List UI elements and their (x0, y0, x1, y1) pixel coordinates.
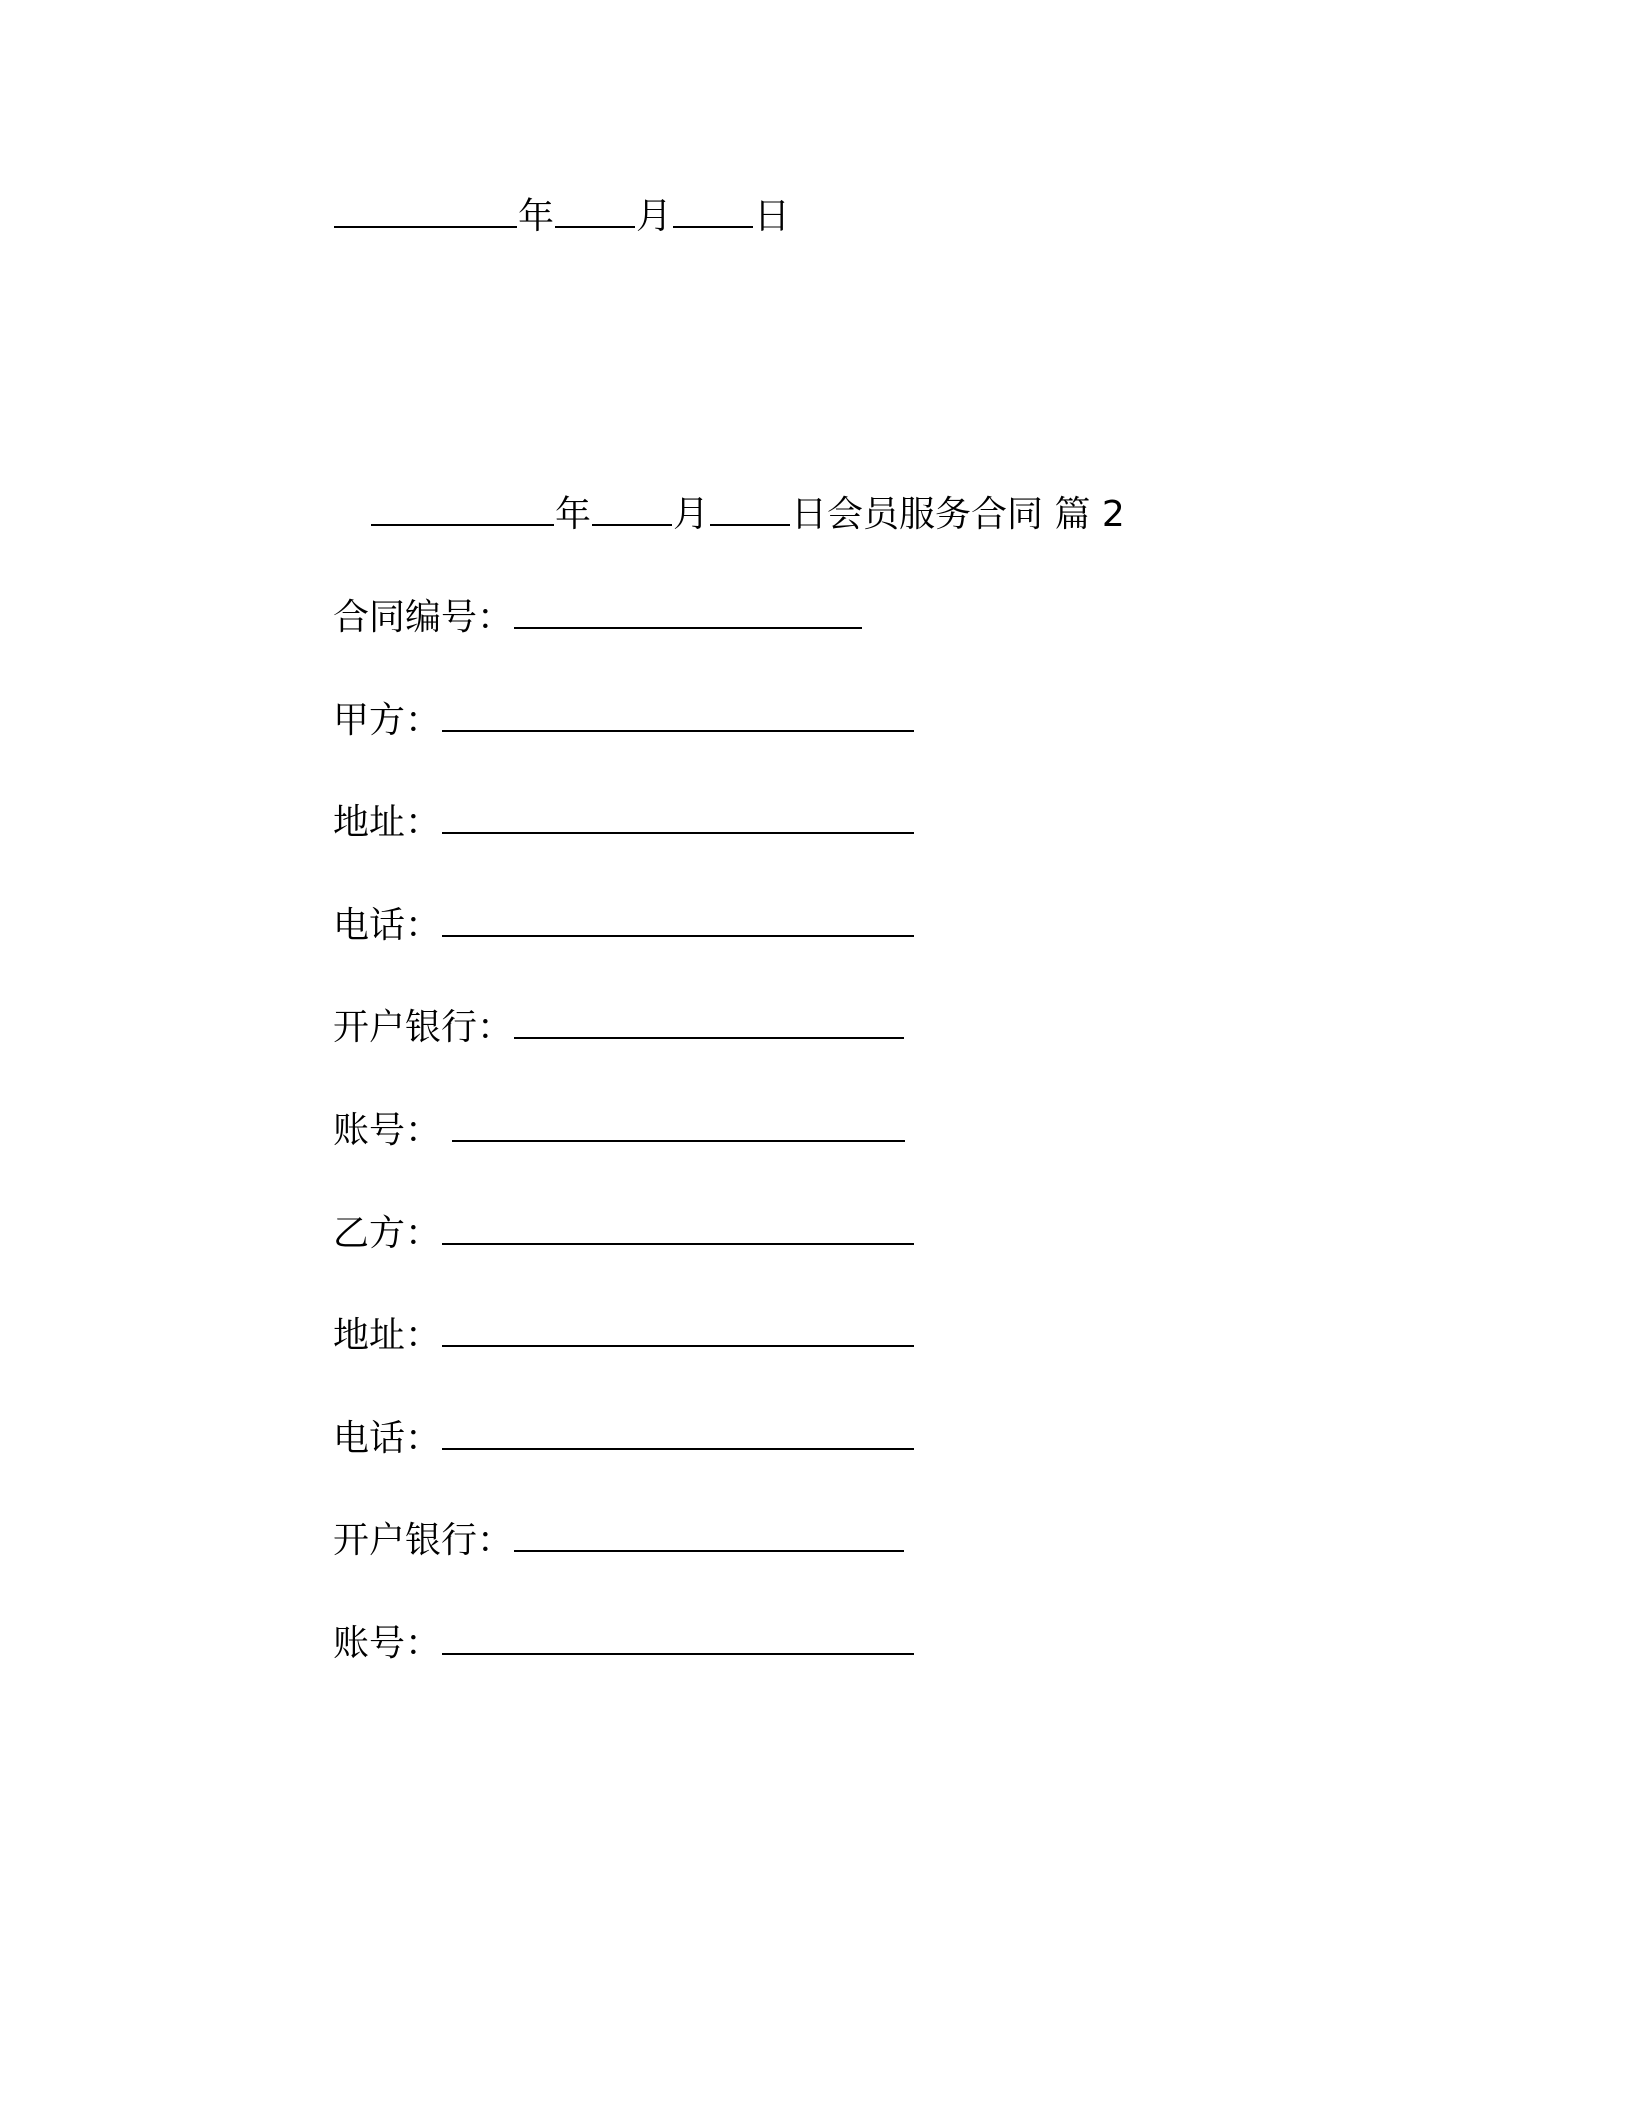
field-party-b (333, 1212, 915, 1256)
month-blank[interactable] (555, 196, 635, 228)
field-party-a-phone (333, 904, 915, 948)
field-label: 地址： (333, 802, 442, 843)
month-label: 月 (636, 196, 673, 237)
field-party-a-address (333, 801, 915, 845)
field-label: 电话： (333, 905, 442, 946)
contract-number-blank[interactable] (514, 597, 862, 629)
title-year-label: 年 (555, 494, 592, 535)
field-party-a-bank (333, 1006, 905, 1050)
field-contract-number (333, 596, 863, 640)
field-party-b-phone (333, 1417, 915, 1461)
title-day-blank[interactable] (710, 494, 790, 526)
day-label: 日 (754, 196, 791, 237)
year-blank[interactable] (334, 196, 517, 228)
field-party-b-bank (333, 1519, 905, 1563)
year-label: 年 (518, 196, 555, 237)
field-label: 账号： (333, 1110, 442, 1151)
title-month-blank[interactable] (592, 494, 672, 526)
title-year-blank[interactable] (371, 494, 554, 526)
field-party-b-address (333, 1314, 915, 1358)
field-party-b-account (333, 1622, 915, 1666)
party-b-account-blank[interactable] (442, 1623, 914, 1655)
field-label: 地址： (333, 1315, 442, 1356)
field-label: 电话： (333, 1418, 442, 1459)
party-a-blank[interactable] (442, 700, 914, 732)
field-party-a (333, 699, 915, 743)
field-label: 开户银行： (333, 1007, 514, 1048)
party-a-address-blank[interactable] (442, 802, 914, 834)
party-a-bank-blank[interactable] (514, 1007, 904, 1039)
field-label: 合同编号： (333, 597, 514, 638)
signature-date-line (333, 195, 790, 239)
title-month-label: 月 (673, 494, 710, 535)
field-party-a-account (333, 1109, 906, 1153)
field-label: 甲方： (333, 700, 442, 741)
contract-title (370, 493, 1125, 537)
title-text: 日会员服务合同 篇 2 (791, 494, 1125, 535)
field-label: 乙方： (333, 1213, 442, 1254)
party-b-phone-blank[interactable] (442, 1418, 914, 1450)
day-blank[interactable] (673, 196, 753, 228)
party-b-bank-blank[interactable] (514, 1520, 904, 1552)
party-a-phone-blank[interactable] (442, 905, 914, 937)
party-b-blank[interactable] (442, 1213, 914, 1245)
party-a-account-blank[interactable] (452, 1110, 905, 1142)
party-b-address-blank[interactable] (442, 1315, 914, 1347)
field-label: 账号： (333, 1623, 442, 1664)
field-label: 开户银行： (333, 1520, 514, 1561)
